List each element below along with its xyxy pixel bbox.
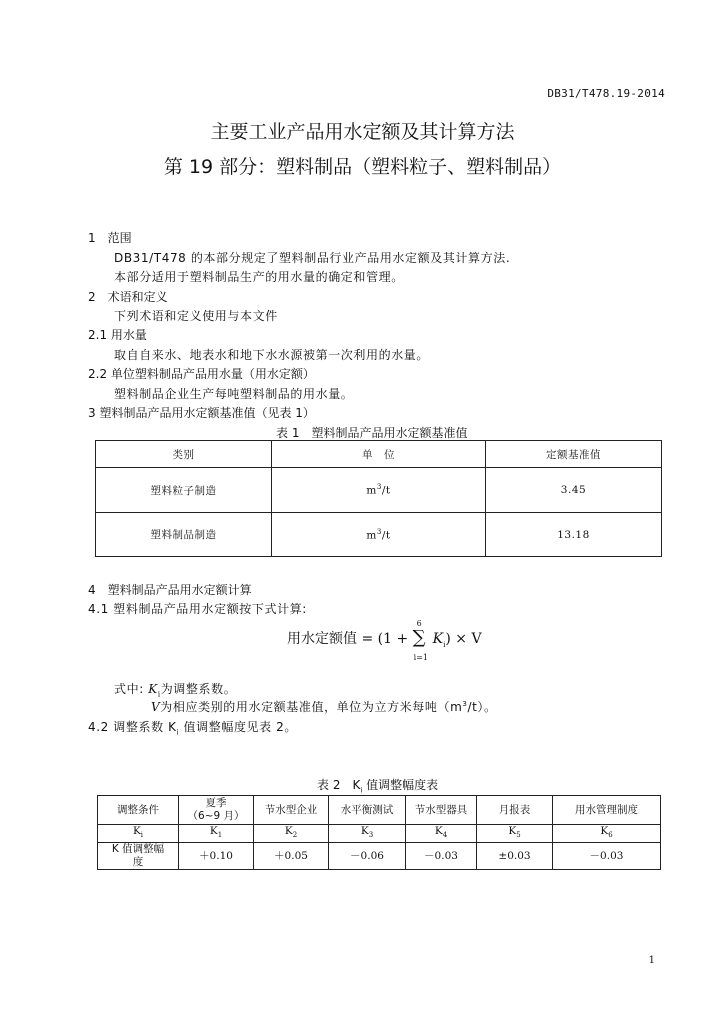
section-2-2-text: 塑料制品企业生产每吨塑料制品的用水量。 [114, 387, 354, 401]
table-1-header-unit: 单 位 [272, 441, 486, 468]
table-2-k4: $K_4$ [406, 825, 477, 843]
table-2-header-water-balance-test: 水平衡测试 [329, 796, 406, 825]
table-1-header-category: 类别 [96, 441, 272, 468]
table-1-caption: 表 1 塑料制品产品用水定额基准值 [276, 426, 468, 440]
table-2-range-label: K 值调整幅 度 [98, 843, 179, 870]
table-2-k3: $K_3$ [329, 825, 406, 843]
table-1-header-row [96, 441, 662, 468]
table-1 [95, 440, 662, 557]
table-1-cell-value: 3.45 [486, 468, 662, 513]
standard-number: DB31/T478.19-2014 [547, 87, 665, 100]
table-2-header-row [98, 796, 661, 825]
section-4-heading: 4 塑料制品产品用水定额计算 [88, 583, 252, 597]
section-2-2-heading: 2.2 单位塑料制品产品用水量（用水定额） [88, 367, 315, 381]
section-2-para: 下列术语和定义使用与本文件 [114, 309, 278, 323]
table-1-cell-value: 13.18 [486, 513, 662, 557]
section-2-heading: 2 术语和定义 [88, 290, 168, 304]
table-2-k6: $K_6$ [553, 825, 661, 843]
section-2-1-heading: 2.1 用水量 [88, 328, 147, 342]
water-quota-formula: 用水定额值 = (1 + 6 ∑ i=1 $K_i) \times V$ [287, 619, 482, 662]
section-2-1-text: 取自自来水、地表水和地下水水源被第一次利用的水量。 [114, 348, 430, 362]
table-2-range-k5: ±0.03 [477, 843, 553, 870]
table-row [96, 468, 662, 513]
table-2-range-k2: ＋0.05 [254, 843, 329, 870]
section-1-heading: 1 范围 [88, 231, 132, 245]
table-1-cell-unit: $m^3/t$ [272, 513, 486, 557]
table-2-range-k1: ＋0.10 [179, 843, 254, 870]
table-2-range-k4: －0.03 [406, 843, 477, 870]
table-1-cell-category: 塑料制品制造 [96, 513, 272, 557]
table-1-cell-category: 塑料粒子制造 [96, 468, 272, 513]
table-2-header-water-saving-appliances: 节水型器具 [406, 796, 477, 825]
table-2-k-label: $K_i$ [98, 825, 179, 843]
table-2-header-summer: 夏季 （6~9 月） [179, 796, 254, 825]
table-row [98, 825, 661, 843]
table-2-header-management-system: 用水管理制度 [553, 796, 661, 825]
table-2-header-monthly-report: 月报表 [477, 796, 553, 825]
table-1-cell-unit: $m^3/t$ [272, 468, 486, 513]
formula-where-k: 式中: $K_i$为调整系数。 [114, 682, 237, 699]
formula-eq: = (1 + [357, 631, 413, 647]
section-3-heading: 3 塑料制品产品用水定额基准值（见表 1） [88, 406, 315, 420]
table-2-caption: 表 2 $K_i$ 值调整幅度表 [317, 778, 439, 795]
table-2-header-condition: 调整条件 [98, 796, 179, 825]
section-1-para-2: 本部分适用于塑料制品生产的用水量的确定和管理。 [114, 270, 404, 284]
formula-where-v: V为相应类别的用水定额基准值，单位为立方米每吨$(m^3/t)$。 [151, 700, 497, 714]
table-1-header-value: 定额基准值 [486, 441, 662, 468]
section-4-2-text: 4.2 调整系数 $K_i$ 值调整幅度见表 2。 [88, 720, 298, 737]
table-2-range-k6: －0.03 [553, 843, 661, 870]
page-number: 1 [648, 955, 655, 966]
document-subtitle: 第 19 部分：塑料制品（塑料粒子、塑料制品） [163, 156, 562, 178]
table-2-k1: $K_1$ [179, 825, 254, 843]
section-4-1-text: 4.1 塑料制品产品用水定额按下式计算: [88, 602, 307, 616]
table-2-header-water-saving-enterprise: 节水型企业 [254, 796, 329, 825]
table-2-range-k3: －0.06 [329, 843, 406, 870]
table-2 [97, 795, 661, 870]
formula-lhs: 用水定额值 [287, 631, 357, 647]
table-row [98, 843, 661, 870]
sum-symbol: 6 ∑ i=1 [412, 619, 428, 662]
section-1-para-1: DB31/T478 的本部分规定了塑料制品行业产品用水定额及其计算方法. [114, 251, 511, 265]
table-2-k5: $K_5$ [477, 825, 553, 843]
table-2-k2: $K_2$ [254, 825, 329, 843]
document-title: 主要工业产品用水定额及其计算方法 [210, 121, 515, 143]
table-row [96, 513, 662, 557]
